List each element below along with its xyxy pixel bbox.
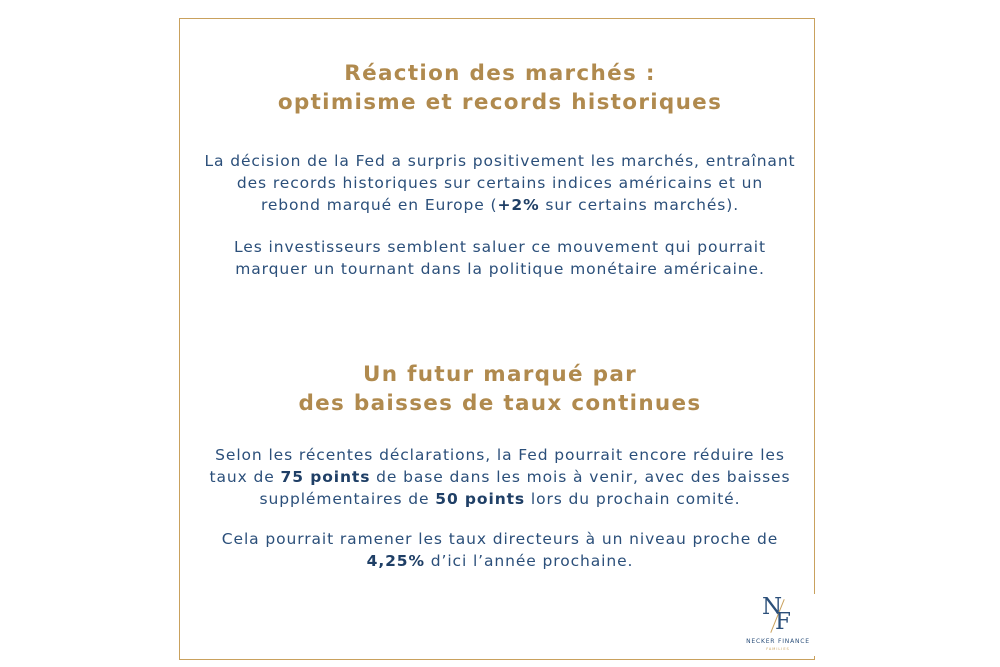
text-line: Selon les récentes déclarations, la Fed pourrait encore réduire les <box>215 446 785 464</box>
text-fragment: taux de <box>209 468 281 486</box>
paragraph-rate-cuts <box>0 444 1000 510</box>
text-line <box>0 194 1000 216</box>
text-fragment: de base dans les mois à venir, avec des baisses <box>370 468 791 486</box>
text-fragment: d’ici l’année prochaine. <box>424 552 634 570</box>
text-line <box>0 550 1000 572</box>
paragraph-fed-decision <box>0 150 1000 216</box>
text-fragment: sur certains marchés). <box>539 196 740 214</box>
highlight-value: +2% <box>497 196 540 214</box>
text-line <box>0 466 1000 488</box>
logo-letter-n: N <box>762 594 783 620</box>
text-line: marquer un tournant dans la politique monétaire américaine. <box>235 260 765 278</box>
text-line <box>0 488 1000 510</box>
logo-monogram <box>735 594 821 638</box>
logo-letter-f: F <box>775 609 791 635</box>
text-fragment: supplémentaires de <box>259 490 436 508</box>
section-title-market-reaction <box>0 59 1000 117</box>
text-line: Les investisseurs semblent saluer ce mouvement qui pourrait <box>234 238 766 256</box>
title-line: Réaction des marchés : <box>344 61 656 86</box>
title-line: optimisme et records historiques <box>277 90 723 115</box>
title-line: des baisses de taux continues <box>298 391 702 416</box>
necker-finance-logo <box>735 594 821 656</box>
text-fragment: lors du prochain comité. <box>525 490 741 508</box>
text-line: des records historiques sur certains indices américains et un <box>236 174 764 192</box>
paragraph-target-rate <box>0 528 1000 572</box>
highlight-value: 75 points <box>280 468 371 486</box>
title-line: Un futur marqué par <box>362 362 638 387</box>
highlight-value: 50 points <box>435 490 526 508</box>
highlight-value: 4,25% <box>366 552 425 570</box>
logo-name: NECKER FINANCE <box>746 638 810 645</box>
text-line: La décision de la Fed a surpris positivement les marchés, entraînant <box>204 152 796 170</box>
logo-subtitle: FAMILIES <box>766 647 790 651</box>
text-fragment: rebond marqué en Europe ( <box>260 196 498 214</box>
text-line: Cela pourrait ramener les taux directeurs à un niveau proche de <box>221 530 779 548</box>
section-title-future-cuts <box>0 360 1000 418</box>
paragraph-investors <box>0 236 1000 280</box>
